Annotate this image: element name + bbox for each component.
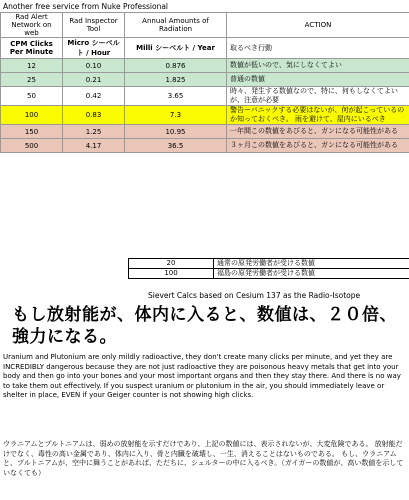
cpm-cell: 500: [1, 139, 63, 153]
action-cell: ３ヶ月この数値をあびると、ガンになる可能性がある: [227, 139, 409, 153]
table-row: [1, 73, 409, 87]
col-rad-inspector: Rad Inspector Tool: [63, 13, 125, 38]
japanese-paragraph: ウラニアムとプルトニアムは、弱めの放射能を示すだけであり、上記の数値には、表示されないが、大変危険である。 放射能だけでなく、毒性の高い金属であり、体内に入り、骨と内臓を破壊し、一生、消えることはないものである。 もし、ウラニアムと、プルトニアムが、空中に舞うことがあれば、ただちに、シェルターの中に入るべき。（ガイガーの数値が、高い数値を示していなくても）: [3, 440, 404, 477]
micro-cell: 1.25: [63, 125, 125, 139]
worker-dose-table: [128, 258, 409, 279]
table-row: [1, 125, 409, 139]
service-note: Another free service from Nuke Professional: [3, 2, 169, 11]
micro-cell: 0.42: [63, 87, 125, 106]
cpm-cell: 150: [1, 125, 63, 139]
worker-label: 福島の原発労働者が受ける数値: [214, 269, 409, 279]
cpm-cell: 12: [1, 59, 63, 73]
col-rad-alert: Rad Alert Network on web: [1, 13, 63, 38]
milli-cell: 1.825: [125, 73, 227, 87]
cpm-cell: 100: [1, 106, 63, 125]
worker-row: [129, 269, 409, 279]
milli-cell: 0.876: [125, 59, 227, 73]
col-annual: Annual Amounts of Radiation: [125, 13, 227, 38]
micro-cell: 0.83: [63, 106, 125, 125]
radiation-table: [0, 12, 409, 153]
action-cell: 時々、発生する数値なので、特に、何もしなくてよいが、注意が必要: [227, 87, 409, 106]
table-row: [1, 106, 409, 125]
sub-milli: Milli シーベルト / Year: [125, 38, 227, 59]
micro-cell: 0.21: [63, 73, 125, 87]
table-row: [1, 87, 409, 106]
english-paragraph: Uranium and Plutonium are only mildly radioactive, they don't create many clicks per minute, and yet they are INCREDIBLY dangerous because they are not just radioactive they are poisonous heavy metals that get into your body and then go into your bones and your most important organs and then they stay there. And there is no way to take them out effectively. If you suspect uranium or plutonium in the air, you should immediately leave or shelter in place, EVEN if your Geiger counter is not showing high clicks.: [3, 353, 401, 400]
sub-micro: Micro シーベルト / Hour: [63, 38, 125, 59]
milli-cell: 36.5: [125, 139, 227, 153]
header-row: [1, 13, 409, 38]
sub-cpm: CPM Clicks Per Minute: [1, 38, 63, 59]
worker-label: 通常の原発労働者が受ける数値: [214, 259, 409, 269]
table-row: [1, 59, 409, 73]
milli-cell: 7.3: [125, 106, 227, 125]
cpm-cell: 25: [1, 73, 63, 87]
worker-row: [129, 259, 409, 269]
action-cell: 普通の数値: [227, 73, 409, 87]
sievert-note: Sievert Calcs based on Cesium 137 as the Radio-Isotope: [148, 291, 361, 300]
worker-value: 100: [129, 269, 214, 279]
micro-cell: 4.17: [63, 139, 125, 153]
worker-value: 20: [129, 259, 214, 269]
action-cell: 一年間この数値をあびると、ガンになる可能性がある: [227, 125, 409, 139]
sub-action: 取るべき行動: [227, 38, 409, 59]
subheader-row: [1, 38, 409, 59]
big-warning-text: もし放射能が、体内に入ると、数値は、２０倍、強力になる。: [12, 305, 397, 347]
col-action: ACTION: [227, 13, 409, 38]
action-cell: 警告ーパニックする必要はないが、何が起こっているのか知っておくべき。 雨を避けて、屋内にいるべき: [227, 106, 409, 125]
milli-cell: 10.95: [125, 125, 227, 139]
micro-cell: 0.10: [63, 59, 125, 73]
cpm-cell: 50: [1, 87, 63, 106]
milli-cell: 3.65: [125, 87, 227, 106]
action-cell: 数値が低いので、気にしなくてよい: [227, 59, 409, 73]
table-row: [1, 139, 409, 153]
